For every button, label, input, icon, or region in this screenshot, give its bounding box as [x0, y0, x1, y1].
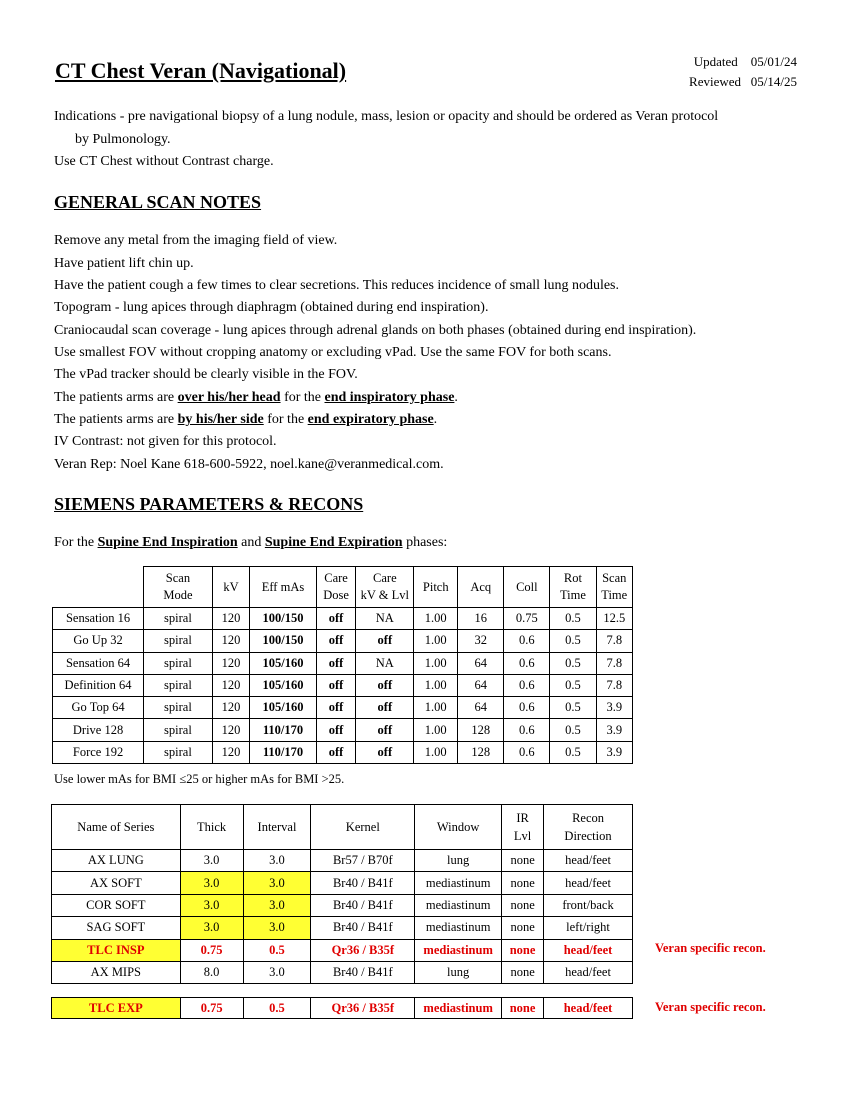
table-cell: 3.9 [596, 741, 633, 763]
scanner-name-cell: Drive 128 [53, 719, 144, 741]
table-cell: 120 [212, 719, 250, 741]
table-cell: 0.6 [504, 719, 550, 741]
table-cell: 0.6 [504, 674, 550, 696]
table-cell: off [316, 719, 356, 741]
table-cell: 0.5 [243, 939, 311, 961]
table-cell: off [316, 608, 356, 630]
scan-parameters-table [52, 566, 633, 764]
table-cell: 0.6 [504, 697, 550, 719]
note-line: Have the patient cough a few times to clear secretions. This reduces incidence of small lung nodules. [54, 278, 620, 293]
table-cell: spiral [144, 741, 213, 763]
table-cell: 1.00 [414, 652, 458, 674]
table-cell: 100/150 [250, 608, 316, 630]
revision-dates [689, 52, 797, 92]
table-cell: 128 [458, 719, 504, 741]
table-cell: 120 [212, 741, 250, 763]
table-cell: spiral [144, 608, 213, 630]
table-cell: 1.00 [414, 608, 458, 630]
table-cell: 3.0 [243, 961, 311, 983]
table-cell: head/feet [544, 872, 633, 894]
note-line: The vPad tracker should be clearly visible in the FOV. [54, 367, 358, 382]
table-cell: 0.5 [550, 741, 596, 763]
column-header: Care kV & Lvl [356, 567, 414, 608]
scanner-name-cell: Sensation 64 [53, 652, 144, 674]
table-header-row [53, 567, 633, 608]
note-line: Craniocaudal scan coverage - lung apices through adrenal glands on both phases (obtained during end inspiration). [54, 323, 697, 338]
veran-note: Veran specific recon. [655, 941, 766, 955]
table-cell: 16 [458, 608, 504, 630]
table-cell: 105/160 [250, 652, 316, 674]
table-cell: 100/150 [250, 630, 316, 652]
table-row [52, 872, 633, 894]
table-cell: 1.00 [414, 630, 458, 652]
updated-label: Updated [693, 54, 738, 69]
table-cell: none [502, 961, 544, 983]
table-cell: Br40 / B41f [311, 917, 415, 939]
contrast-line: IV Contrast: not given for this protocol. [54, 434, 277, 449]
table-cell: spiral [144, 674, 213, 696]
table-cell: none [502, 850, 544, 872]
table-row [53, 674, 633, 696]
table-cell: mediastinum [415, 872, 502, 894]
table-cell: lung [415, 850, 502, 872]
column-header: kV [212, 567, 250, 608]
table-row [53, 719, 633, 741]
table-cell: 120 [212, 652, 250, 674]
siemens-heading: SIEMENS PARAMETERS & RECONS [54, 494, 364, 514]
table-cell: 120 [212, 608, 250, 630]
table-cell: 110/170 [250, 741, 316, 763]
table-cell: 64 [458, 674, 504, 696]
table-cell: none [502, 998, 544, 1019]
table-cell: 3.9 [596, 719, 633, 741]
table-cell: off [356, 697, 414, 719]
note-line: Have patient lift chin up. [54, 256, 194, 271]
table-cell: 3.9 [596, 697, 633, 719]
table-cell: NA [356, 608, 414, 630]
note-line: Remove any metal from the imaging field of view. [54, 233, 338, 248]
table-cell: 3.0 [243, 894, 311, 916]
table-cell: lung [415, 961, 502, 983]
table-cell: 64 [458, 652, 504, 674]
table-cell: 128 [458, 741, 504, 763]
series-name-cell: TLC INSP [52, 939, 181, 961]
table-row [52, 850, 633, 872]
column-header: Interval [243, 805, 311, 850]
reviewed-label: Reviewed [689, 74, 742, 89]
table-cell: 0.5 [550, 652, 596, 674]
table-cell: spiral [144, 719, 213, 741]
table-cell: 0.5 [550, 719, 596, 741]
table-cell: mediastinum [415, 939, 502, 961]
table-cell: 3.0 [180, 894, 243, 916]
scanner-name-cell: Go Top 64 [53, 697, 144, 719]
table-cell: none [502, 872, 544, 894]
table-row [52, 998, 633, 1019]
table-cell: Br40 / B41f [311, 961, 415, 983]
reviewed-date: 05/14/25 [750, 74, 797, 89]
table-cell: 120 [212, 630, 250, 652]
table-cell: 0.5 [243, 998, 311, 1019]
column-header: Recon Direction [544, 805, 633, 850]
table-cell: Br57 / B70f [311, 850, 415, 872]
table-cell: off [316, 652, 356, 674]
note-line: Use smallest FOV without cropping anatomy or excluding vPad. Use the same FOV for both scans. [54, 345, 612, 360]
table-cell: 1.00 [414, 741, 458, 763]
table-row [53, 697, 633, 719]
table-cell: off [356, 741, 414, 763]
column-header: Rot Time [550, 567, 596, 608]
table-cell: 64 [458, 697, 504, 719]
series-name-cell: AX LUNG [52, 850, 181, 872]
corner-cell [53, 567, 144, 608]
general-notes-heading: GENERAL SCAN NOTES [54, 192, 262, 212]
page-title: CT Chest Veran (Navigational) [55, 58, 347, 83]
table-cell: Qr36 / B35f [311, 939, 415, 961]
table-cell: mediastinum [415, 894, 502, 916]
table-cell: 1.00 [414, 697, 458, 719]
veran-rep-line: Veran Rep: Noel Kane 618-600-5922, noel.kane@veranmedical.com. [54, 457, 444, 472]
table-cell: NA [356, 652, 414, 674]
expiration-recon-table [51, 997, 633, 1019]
table-row [53, 741, 633, 763]
table-cell: 105/160 [250, 697, 316, 719]
veran-note: Veran specific recon. [655, 1000, 766, 1014]
table-cell: TLC EXP [52, 998, 181, 1019]
table-cell: none [502, 894, 544, 916]
scanner-name-cell: Definition 64 [53, 674, 144, 696]
table-cell: off [356, 719, 414, 741]
table-cell: mediastinum [415, 998, 502, 1019]
column-header: Eff mAs [250, 567, 316, 608]
column-header: Acq [458, 567, 504, 608]
indications-text: Indications - pre navigational biopsy of a lung nodule, mass, lesion or opacity and should be ordered as Veran protocol [54, 109, 719, 124]
table-cell: 7.8 [596, 652, 633, 674]
table-cell: none [502, 939, 544, 961]
column-header: Pitch [414, 567, 458, 608]
table-cell: left/right [544, 917, 633, 939]
table-header-row [52, 805, 633, 850]
table-cell: 3.0 [243, 917, 311, 939]
table-cell: off [356, 630, 414, 652]
table-cell: 120 [212, 697, 250, 719]
table-cell: 0.5 [550, 674, 596, 696]
column-header: Care Dose [316, 567, 356, 608]
table-cell: Br40 / B41f [311, 894, 415, 916]
scanner-name-cell: Force 192 [53, 741, 144, 763]
series-name-cell: COR SOFT [52, 894, 181, 916]
table-cell: 7.8 [596, 630, 633, 652]
table-cell: 3.0 [180, 872, 243, 894]
table-cell: 0.5 [550, 608, 596, 630]
table-cell: 0.75 [180, 939, 243, 961]
table-cell: Qr36 / B35f [311, 998, 415, 1019]
table-cell: front/back [544, 894, 633, 916]
scanner-name-cell: Sensation 16 [53, 608, 144, 630]
column-header: Scan Time [596, 567, 633, 608]
table-cell: 0.5 [550, 697, 596, 719]
table-row [53, 608, 633, 630]
table-cell: 0.6 [504, 741, 550, 763]
table-cell: 1.00 [414, 674, 458, 696]
table-cell: 0.75 [504, 608, 550, 630]
table-cell: off [316, 697, 356, 719]
table-cell: head/feet [544, 961, 633, 983]
table-row [52, 894, 633, 916]
table-cell: head/feet [544, 850, 633, 872]
charge-text: Use CT Chest without Contrast charge. [54, 154, 274, 169]
table-cell: 3.0 [180, 850, 243, 872]
table-cell: spiral [144, 697, 213, 719]
table-cell: 120 [212, 674, 250, 696]
table-cell: Br40 / B41f [311, 872, 415, 894]
scanner-name-cell: Go Up 32 [53, 630, 144, 652]
table-row [53, 630, 633, 652]
phases-line: For the Supine End Inspiration and Supine End Expiration phases: [54, 535, 448, 550]
table-row [52, 939, 633, 961]
table-cell: 105/160 [250, 674, 316, 696]
table-cell: off [316, 674, 356, 696]
table-cell: 1.00 [414, 719, 458, 741]
table-cell: 12.5 [596, 608, 633, 630]
table-cell: off [356, 674, 414, 696]
series-name-cell: SAG SOFT [52, 917, 181, 939]
table-cell: 8.0 [180, 961, 243, 983]
column-header: Thick [180, 805, 243, 850]
table-cell: 32 [458, 630, 504, 652]
table-cell: 0.6 [504, 652, 550, 674]
table-cell: mediastinum [415, 917, 502, 939]
series-name-cell: AX SOFT [52, 872, 181, 894]
table-cell: 0.6 [504, 630, 550, 652]
table-cell: none [502, 917, 544, 939]
arms-inspiratory-line: The patients arms are over his/her head for the end inspiratory phase. [54, 390, 458, 405]
table-cell: 3.0 [180, 917, 243, 939]
table-cell: 3.0 [243, 872, 311, 894]
series-name-cell: AX MIPS [52, 961, 181, 983]
table-cell: head/feet [544, 939, 633, 961]
arms-expiratory-line: The patients arms are by his/her side for the end expiratory phase. [54, 412, 438, 427]
bmi-note: Use lower mAs for BMI ≤25 or higher mAs for BMI >25. [54, 772, 345, 786]
table-cell: 0.75 [180, 998, 243, 1019]
column-header: Coll [504, 567, 550, 608]
column-header: Scan Mode [144, 567, 213, 608]
table-row [53, 652, 633, 674]
column-header: IR Lvl [502, 805, 544, 850]
table-row [52, 917, 633, 939]
table-cell: 0.5 [550, 630, 596, 652]
column-header: Name of Series [52, 805, 181, 850]
table-cell: 110/170 [250, 719, 316, 741]
table-cell: off [316, 630, 356, 652]
column-header: Kernel [311, 805, 415, 850]
note-line: Topogram - lung apices through diaphragm (obtained during end inspiration). [54, 300, 489, 315]
recon-table [51, 804, 633, 984]
updated-date: 05/01/24 [750, 54, 797, 69]
indications-text-cont: by Pulmonology. [75, 132, 171, 147]
table-cell: head/feet [544, 998, 633, 1019]
table-cell: 7.8 [596, 674, 633, 696]
table-cell: spiral [144, 652, 213, 674]
table-cell: 3.0 [243, 850, 311, 872]
table-row [52, 961, 633, 983]
column-header: Window [415, 805, 502, 850]
table-cell: spiral [144, 630, 213, 652]
table-cell: off [316, 741, 356, 763]
